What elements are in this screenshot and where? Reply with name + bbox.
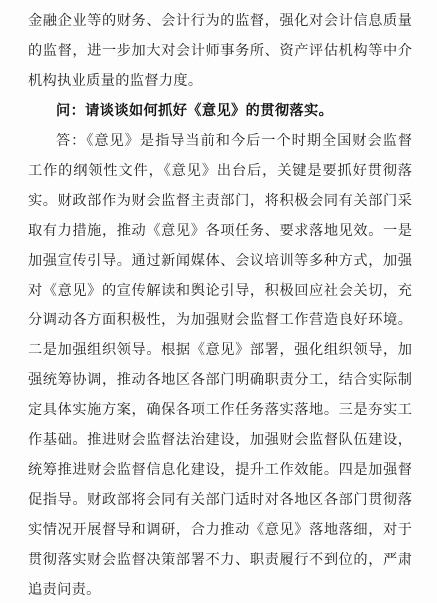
text-line: 答：《意见》是指导当前和今后一个时期全国财会监督 [56, 133, 412, 149]
text-line: 定具体实施方案，确保各项工作任务落实落地。三是夯实工 [28, 402, 412, 418]
text-line: 二是加强组织领导。根据《意见》部署，强化组织领导，加 [28, 342, 412, 358]
text-line: 作基础。推进财会监督法治建设，加强财会监督队伍建设， [28, 432, 412, 448]
text-line: 强统筹协调，推动各地区各部门明确职责分工，结合实际制 [28, 372, 412, 388]
text-line: 机构执业质量的监督力度。 [28, 73, 203, 89]
text-line: 实情况开展督导和调研，合力推动《意见》落地落细，对于 [28, 522, 412, 538]
text-line: 对《意见》的宣传解读和舆论引导，积极回应社会关切，充 [28, 283, 412, 299]
text-line: 促指导。财政部将会同有关部门适时对各地区各部门贯彻落 [28, 492, 412, 508]
text-line: 贯彻落实财会监督决策部署不力、职责履行不到位的，严肃 [28, 552, 412, 568]
text-line: 工作的纲领性文件，《意见》出台后，关键是要抓好贯彻落 [28, 163, 412, 179]
text-line: 分调动各方面积极性，为加强财会监督工作营造良好环境。 [28, 312, 412, 328]
text-line: 统筹推进财会监督信息化建设，提升工作效能。四是加强督 [28, 462, 412, 478]
text-line: 加强宣传引导。通过新闻媒体、会议培训等多种方式，加强 [28, 253, 412, 269]
text-line: 实。财政部作为财会监督主责部门，将积极会同有关部门采 [28, 193, 412, 209]
text-line: 追责问责。 [28, 582, 101, 598]
text-line: 取有力措施，推动《意见》各项任务、要求落地见效。一是 [28, 223, 412, 239]
text-line: 的监督，进一步加大对会计师事务所、资产评估机构等中介 [28, 43, 412, 59]
question-heading: 问：请谈谈如何抓好《意见》的贯彻落实。 [56, 103, 334, 119]
text-line: 金融企业等的财务、会计行为的监督，强化对会计信息质量 [28, 13, 412, 29]
